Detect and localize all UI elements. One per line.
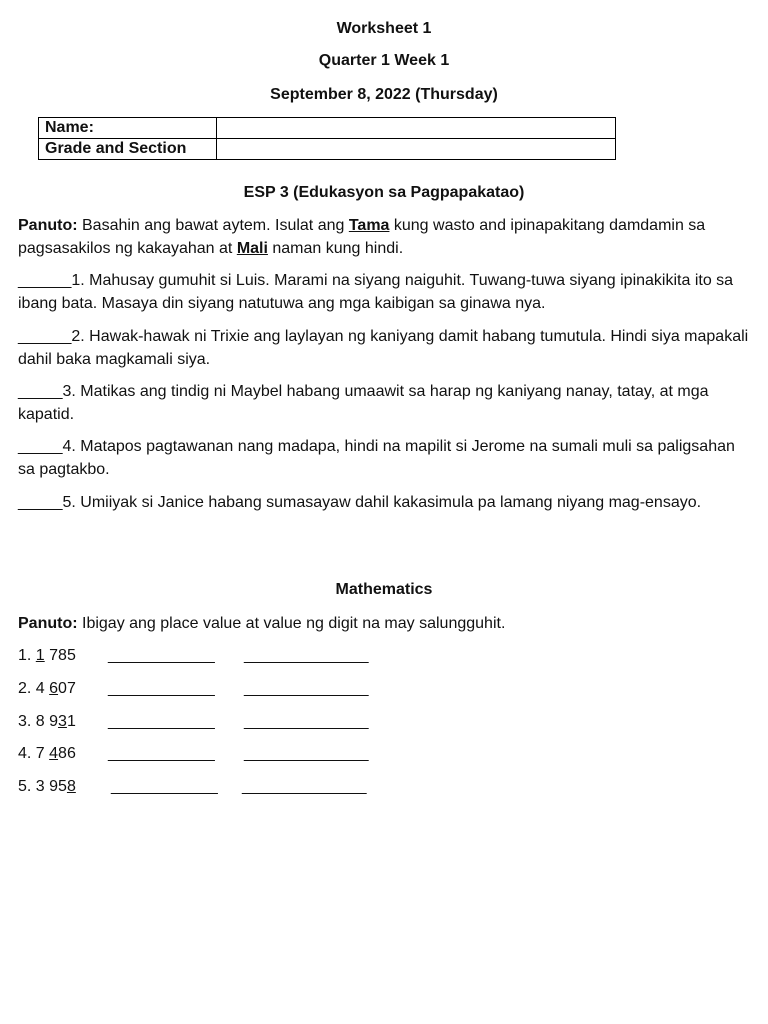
date-label: September 8, 2022 (Thursday) (270, 86, 498, 103)
math-directions-text: Ibigay ang place value at value ng digit na may salungguhit. (77, 615, 506, 632)
value-blank[interactable]: ______________ (244, 680, 369, 697)
esp-directions-part2: kung wasto and ipinapakitang damdamin sa pagsasakilos ng kakayahan at (18, 217, 706, 257)
esp-item-2 (18, 326, 753, 371)
place-value-blank[interactable]: ____________ (108, 647, 215, 664)
underlined-digit: 4 (49, 745, 59, 762)
esp-item-5 (18, 492, 753, 515)
worksheet-title: Worksheet 1 (336, 20, 432, 37)
number-prefix: 3. 8 9 (18, 713, 59, 730)
tama-keyword: Tama (348, 217, 390, 234)
answer-blank[interactable]: ______ (18, 272, 72, 289)
name-row (39, 118, 616, 139)
math-item-number (18, 678, 76, 700)
esp-directions-part3: naman kung hindi. (267, 239, 404, 257)
quarter-label: Quarter 1 Week 1 (318, 52, 450, 69)
number-suffix: 86 (58, 745, 76, 762)
grade-section-label: Grade and Section (39, 139, 217, 160)
place-value-blank[interactable]: ____________ (108, 745, 215, 762)
math-directions-label: Panuto: (18, 615, 78, 632)
underlined-digit: 3 (58, 713, 67, 730)
math-item-number (18, 645, 76, 667)
answer-blank[interactable]: _____ (18, 438, 63, 455)
esp-item-3 (18, 381, 753, 426)
esp-item-text: 5. Umiiyak si Janice habang sumasayaw dahil kakasimula pa lamang niyang mag-ensayo. (62, 494, 702, 511)
grade-section-row (39, 139, 616, 160)
math-item-number (18, 743, 76, 765)
esp-item-text: 1. Mahusay gumuhit si Luis. Marami na siyang naiguhit. Tuwang-tuwa siyang ipinakikita ito sa ibang bata. Masaya din siyang natutuwa ang mga kaibigan sa ginawa nya. (18, 272, 734, 312)
student-info-table (38, 117, 616, 160)
place-value-blank[interactable]: ____________ (111, 778, 218, 795)
underlined-digit: 1 (35, 647, 45, 664)
math-item-number (18, 711, 76, 733)
esp-directions (18, 215, 753, 260)
answer-blank[interactable]: ______ (18, 328, 72, 345)
number-prefix: 5. 3 95 (18, 778, 67, 795)
number-suffix: 07 (58, 680, 76, 697)
number-suffix: 785 (44, 647, 76, 664)
name-label: Name: (39, 118, 217, 139)
esp-directions-part1: Basahin ang bawat aytem. Isulat ang (77, 217, 349, 234)
value-blank[interactable]: ______________ (244, 713, 369, 730)
place-value-blank[interactable]: ____________ (108, 713, 215, 730)
value-blank[interactable]: ______________ (244, 647, 369, 664)
number-prefix: 1. (18, 647, 36, 664)
esp-item-4 (18, 436, 753, 481)
number-prefix: 2. 4 (18, 680, 50, 697)
underlined-digit: 6 (49, 680, 59, 697)
value-blank[interactable]: ______________ (244, 745, 369, 762)
esp-item-text: 3. Matikas ang tindig ni Maybel habang umaawit sa harap ng kaniyang nanay, tatay, at mga kapatid. (18, 383, 709, 423)
answer-blank[interactable]: _____ (18, 383, 63, 400)
value-blank[interactable]: ______________ (242, 778, 367, 795)
answer-blank[interactable]: _____ (18, 494, 63, 511)
grade-section-field[interactable] (217, 139, 616, 160)
number-prefix: 4. 7 (18, 745, 50, 762)
number-suffix: 1 (66, 713, 76, 730)
esp-item-1 (18, 270, 753, 315)
esp-directions-label: Panuto: (18, 217, 78, 234)
underlined-digit: 8 (66, 778, 76, 795)
mali-keyword: Mali (236, 239, 268, 257)
math-item-number (18, 776, 76, 798)
esp-heading: ESP 3 (Edukasyon sa Pagpapakatao) (243, 184, 525, 201)
esp-item-text: 2. Hawak-hawak ni Trixie ang laylayan ng kaniyang damit habang tumutula. Hindi siya mapakali dahil baka magkamali siya. (18, 328, 749, 368)
name-field[interactable] (217, 118, 616, 139)
place-value-blank[interactable]: ____________ (108, 680, 215, 697)
esp-item-text: 4. Matapos pagtawanan nang madapa, hindi na mapilit si Jerome na sumali muli sa paligsahan sa pagtakbo. (18, 438, 735, 478)
math-directions (18, 613, 753, 636)
math-heading: Mathematics (335, 581, 433, 598)
